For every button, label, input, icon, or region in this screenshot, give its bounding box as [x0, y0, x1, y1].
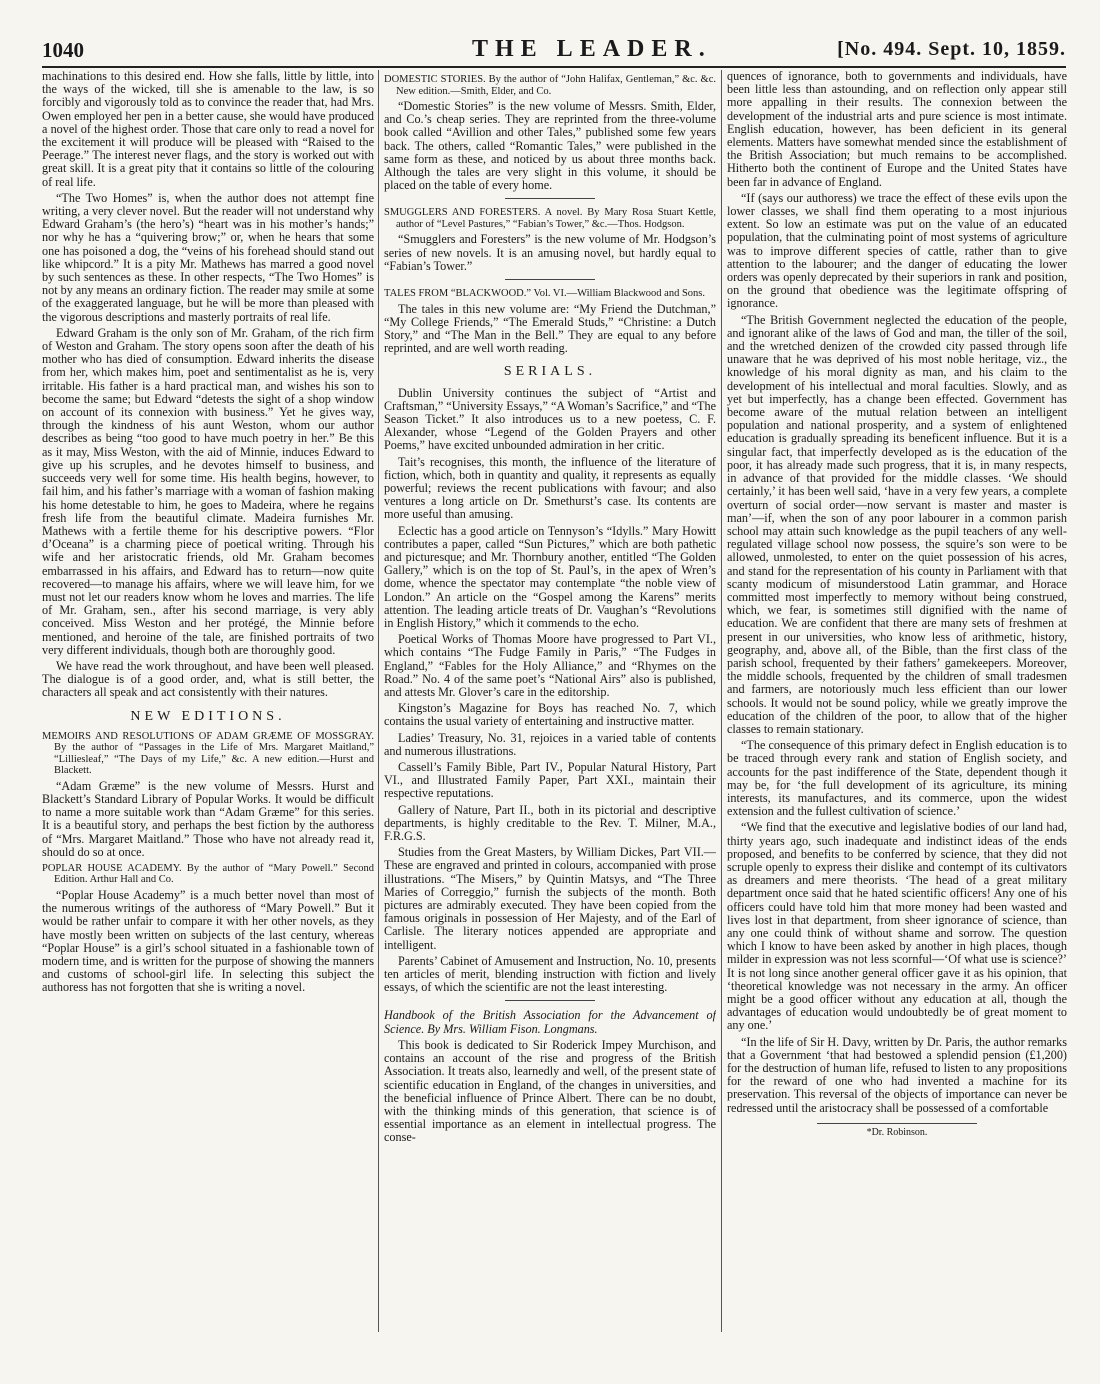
book-entry-text: “Smugglers and Foresters” is the new volume of Mr. Hodgson’s series of new novels. It is an amusing novel, but hardly equal to “Fabian’s Tower.”	[384, 232, 716, 273]
section-heading-new-editions: NEW EDITIONS.	[130, 708, 286, 724]
handbook-review-text: This book is dedicated to Sir Roderick Impey Murchison, and contains an account of the rise and progress of the British Association. It treats also, learnedly and well, of the present state of scientific education in England, of the changes in universities, and the beneficial influence of Prince Albert. There can be no doubt, with the thinking minds of this generation, that science is of essential importance as an element in intellectual progress. The conse-	[384, 1037, 716, 1145]
page-number: 1040	[42, 38, 84, 62]
review-paragraph: “If (says our authoress) we trace the effect of these evils upon the lower classes, we shall find them operating to a most injurious extent. So low an estimate was put on the value of an educated population, that the culminating point of most systems of agriculture was to improve different species of cattle, rather than to give attention to the labourer; and the danger of educating the lower orders was openly deprecated by their superiors in rank and position, on the ground that obedience was the legitimate offspring of ignorance.	[727, 190, 1067, 311]
serial-notice: Studies from the Great Masters, by William Dickes, Part VII.—These are engraved and printed in colours, accompanied with prose illustrations. “The Misers,” by Quintin Matsys, and “The Three Maries of Correggio,” furnish the subjects of the month. Both pictures are admirably executed. They have been copied from the famous originals in possession of Her Majesty, and of the Earl of Carlisle. The literary notices appended are appropriate and intelligent.	[384, 845, 716, 952]
divider	[505, 279, 595, 280]
divider	[505, 1000, 595, 1001]
review-paragraph: “The Two Homes” is, when the author does not attempt fine writing, a very clever novel. But the reader will not understand why Edward Graham’s (the hero’s) “heart was in his mother’s hands;” nor why he has a “quivering brow;” or, when he hears that some one has poisoned a dog, the “veins of his forehead should stand out like whipcord.” It is a pity Mr. Mathews has marred a good novel by such sentences as these. In other respects, “The Two Homes” is not by any means an ordinary fiction. The reader may smile at some of the exaggerated language, but he will be more than pleased with the vigorous descriptions and masterly portraits of real life.	[42, 190, 374, 324]
newspaper-title: THE LEADER.	[472, 36, 712, 62]
book-entry-heading: SMUGGLERS AND FORESTERS. A novel. By Mary Rosa Stuart Kettle, author of “Level Pastures,” “Fabian’s Tower,” &c.—Thos. Hodgson.	[384, 207, 716, 230]
footnote: *Dr. Robinson.	[817, 1123, 977, 1139]
review-paragraph: “In the life of Sir H. Davy, written by Dr. Paris, the author remarks that a Government ‘that had bestowed a splendid pension (£1,200) for the destruction of human life, refused to listen to any propositions for the reward of one who had invented a machine for its preservation. This reversal of the objects of importance can never be redressed until the aristocracy shall be possessed of a comfortable	[727, 1034, 1067, 1115]
serial-notice: Cassell’s Family Bible, Part IV., Popular Natural History, Part VI., and Illustrated Family Paper, Part XXI., maintain their respective reputations.	[384, 760, 716, 801]
serial-notice: Eclectic has a good article on Tennyson’s “Idylls.” Mary Howitt contributes a paper, called “Sun Pictures,” which are both pathetic and picturesque; and Mr. Thornbury another, entitled “The Golden Gallery,” which is on the top of St. Paul’s, in the apex of Wren’s dome, whence the spectator may contemplate “the noble view of London.” An article on the “Gospel among the Karens” merits attention. The leading article treats of Dr. Vaughan’s “Revolutions in English History,” which it commends to the echo.	[384, 523, 716, 630]
review-paragraph: quences of ignorance, both to governments and individuals, have been little less than astounding, and on reflection only appear still more appalling in their results. The connexion between the development of the industrial arts and pure science is most intimate. English education, however, has been deficient in its general elements. Matters have somewhat mended since the establishment of the British Association; but much remains to be accomplished. Hitherto both the continent of Europe and the United States have been far in advance of England.	[727, 70, 1067, 189]
review-paragraph: machinations to this desired end. How she falls, little by little, into the ways of the wicked, till she is amenable to the law, is so forcibly and vigorously told as to convince the reader that, had Mrs. Owen employed her pen in a better cause, she would have produced a novel of the highest order. Those that care only to read a novel for the excitement it will produce will be pleased with “Raised to the Peerage.” The interest never flags, and the story is worked out with great skill. It is a great pity that it contains so little of the colouring of real life.	[42, 70, 374, 189]
handbook-title: Handbook of the British Association for the Advancement of Science. By Mrs. William Fison. Longmans.	[384, 1008, 716, 1036]
book-entry-heading: DOMESTIC STORIES. By the author of “John Halifax, Gentleman,” &c. &c. New edition.—Smith, Elder, and Co.	[384, 74, 716, 97]
column-1	[42, 70, 374, 1360]
section-heading-serials: SERIALS.	[503, 364, 597, 380]
book-entry-heading: POPLAR HOUSE ACADEMY. By the author of “Mary Powell.” Second Edition. Arthur Hall and Co.	[42, 862, 374, 886]
serial-notice: Tait’s recognises, this month, the influence of the literature of fiction, which, both in quantity and quality, it represents as equally powerful; reviews the recent publications with favour; and also ventures a long article on Dr. Smethurst’s case. Its contents are more useful than amusing.	[384, 454, 716, 522]
review-paragraph: “The British Government neglected the education of the people, and ignorant alike of the laws of God and man, the tiller of the soil, and the wretched denizen of the crowded city passed through life unaware that he was deprived of his most noble heritage, viz., the knowledge of his moral dignity as man, and his claim to the development of his intellectual and moral faculties. Slowly, and as yet but imperfectly, has a change been effected. Government has become aware of the mutual relation between an intelligent population and national prosperity, and a system of enlightened education is gradually spreading its beneficent influence. But it is a singular fact, that imperfectly developed as is the education of the poor, it has already made such progress, that it is, in many respects, in advance of that provided for the middle classes. ‘We should certainly,’ it has been well said, ‘have in a very few years, a complete overturn of social order—now servant is master and master is man’—if, when the son of any poor labourer in a common parish school may attain such knowledge as the pupil teachers of any well-regulated village school now possess, the squire’s son were to be allowed, unmolested, to enter on the quiet possession of his acres, and stand for the representation of his county in Parliament with that scanty modicum of misunderstood Latin grammar, and Horace committed most imperfectly to memory without being construed, which, we fear, is sometimes still dignified with the name of education. We are confident that there are many sets of freshmen at present in our universities, who know less of arithmetic, history, geography, and, above all, of the Bible, than the first class of the parish school, frequented by their fathers’ gamekeepers. Moreover, the middle schools, frequented by the children of small tradesmen and farmers, are notoriously much less efficient than our lower schools. It would not be sound policy, while we greatly improve the education of the children of the poor, to allow that of the higher classes to remain stationary.	[727, 312, 1067, 736]
review-paragraph: “The consequence of this primary defect in English education is to be traced through every rank and station of English society, and accounts for the past indifference of the State, dependent though it may be, for ‘the full development of its agriculture, its mining interests, its manufactures, and its commerce, upon the widest extension and the fullest cultivation of science.’	[727, 738, 1067, 819]
review-paragraph: “We find that the executive and legislative bodies of our land had, thirty years ago, such inadequate and indistinct ideas of the ends proposed, and benefits to be conferred by science, that they did not scruple openly to express their dislike and contempt of its cultivators as dreamers and mere theorists. ‘The head of a great military department once said that he hated scientific officers! Any one of his officers could have told him that more money had been wasted and lives lost in that department, from sheer ignorance of science, than any one could think of without shame and sorrow. The question which I know to have been asked by another in high places, though milder in expression was not less scornful—‘Of what use is science?’ It is not long since another general officer gave it as his opinion, that ‘theoretical knowledge was not necessary in the army. An officer might be a good officer without any education at all, though the advantages of education would undoubtedly be of great moment to any one.’	[727, 820, 1067, 1033]
serial-notice: Poetical Works of Thomas Moore have progressed to Part VI., which contains “The Fudge Family in Paris,” “The Fudges in England,” “Fables for the Holy Alliance,” and “Rhymes on the Road.” No. 4 of the same poet’s “National Airs” also is published, and attests Mr. Glover’s care in the editorship.	[384, 632, 716, 700]
column-rule-2	[721, 70, 722, 1332]
column-rule-1	[378, 70, 379, 1332]
book-entry-text: “Domestic Stories” is the new volume of Messrs. Smith, Elder, and Co.’s cheap series. They are reprinted from the three-volume book called “Avillion and other Tales,” published some few years back. The others, called “Romantic Tales,” were published in the same form as these, and noticed by us about three months back. Although the tales are very slight in this volume, it should be placed on the table of every home.	[384, 99, 716, 193]
serial-notice: Parents’ Cabinet of Amusement and Instruction, No. 10, presents ten articles of merit, blending instruction with fiction and lively essays, of which the scientific are not the least interesting.	[384, 953, 716, 995]
book-entry-text: “Adam Græme” is the new volume of Messrs. Hurst and Blackett’s Standard Library of Popular Works. It would be difficult to name a more suitable work than “Adam Græme” for this series. It is a beautiful story, and perhaps the best fiction by the authoress of “Mrs. Margaret Maitland.” Those who have not already read it, should do so at once.	[42, 778, 374, 859]
book-entry-heading: MEMOIRS AND RESOLUTIONS OF ADAM GRÆME OF MOSSGRAY. By the author of “Passages in the Life of Mrs. Margaret Maitland,” “Lilliesleaf,” “The Days of my Life,” &c. A new edition.—Hurst and Blackett.	[42, 730, 374, 777]
review-paragraph: Edward Graham is the only son of Mr. Graham, of the rich firm of Weston and Graham. The story opens soon after the death of his mother who has died of consumption. Edward inherits the disease from her, which makes him, poet and sentimentalist as he is, very irritable. His father is a hard practical man, and wishes his son to become the same; but Edward “detests the sight of a shop window on account of its connexion with business.” Yet he gives way, through the kindness of his aunt Weston, whom our author describes as being “too good to have much poetry in her.” Be this as it may, Miss Weston, with the aid of Minnie, induces Edward to give up his scruples, and he devotes himself to business, and succeeds very well for some time. His health begins, however, to fail him, and his father’s marriage with a woman of fashion making his home detestable to him, he goes to Madeira, where he regains fresh life from the beautiful climate. Madeira furnishes Mr. Mathews with a fertile theme for his descriptive powers. “Flor d’Oceana” is a charming piece of poetical writing. Through his wife and her aristocratic friends, old Mr. Graham becomes embarrassed in his affairs, and Edward has to return—now quite recovered—to manage his affairs, where we will leave him, for we must not let our readers know whom he loves and marries. The life of Mr. Graham, sen., after his second marriage, is very ably conceived. Miss Weston and her protégé, the Minnie before mentioned, and heroine of the tale, are finished portraits of two very different individuals, though both are thoroughly good.	[42, 325, 374, 657]
book-entry-text: The tales in this new volume are: “My Friend the Dutchman,” “My College Friends,” “The Emerald Studs,” “Christine: a Dutch Story,” and “The Man in the Bell.” They are equal to any before reprinted, and are well worth reading.	[384, 301, 716, 356]
review-paragraph: We have read the work throughout, and have been well pleased. The dialogue is of a good order, and, what is still better, the characters all speak and act consistently with their natures.	[42, 658, 374, 700]
column-2	[384, 70, 716, 1360]
masthead	[42, 36, 1066, 68]
issue-date: [No. 494. Sept. 10, 1859.	[837, 38, 1066, 60]
serial-notice: Kingston’s Magazine for Boys has reached No. 7, which contains the usual variety of entertaining and instructive matter.	[384, 701, 716, 729]
serial-notice: Ladies’ Treasury, No. 31, rejoices in a varied table of contents and numerous illustrations.	[384, 730, 716, 758]
serial-notice: Dublin University continues the subject of “Artist and Craftsman,” “University Essays,” “A Woman’s Sacrifice,” and “The Season Ticket.” It also introduces us to a new poetess, C. F. Alexander, whose “Legend of the Golden Prayers and other Poems,” have excited unbounded admiration in her critic.	[384, 385, 716, 453]
column-3	[727, 70, 1067, 1360]
book-entry-heading: TALES FROM “BLACKWOOD.” Vol. VI.—William Blackwood and Sons.	[384, 288, 706, 300]
serial-notice: Gallery of Nature, Part II., both in its pictorial and descriptive departments, is highly creditable to the Rev. T. Milner, M.A., F.R.G.S.	[384, 802, 716, 844]
book-entry-text: “Poplar House Academy” is a much better novel than most of the numerous writings of the authoress of “Mary Powell.” But it would be rather unfair to compare it with her other novels, as they have mostly been written on subjects of the last century, whereas “Poplar House” is a girl’s school situated in a fashionable town of modern time, and is written for the purpose of showing the manners and customs of school-girl life. In selecting this subject the authoress has not forgotten that she is writing a novel.	[42, 887, 374, 995]
divider	[505, 198, 595, 199]
